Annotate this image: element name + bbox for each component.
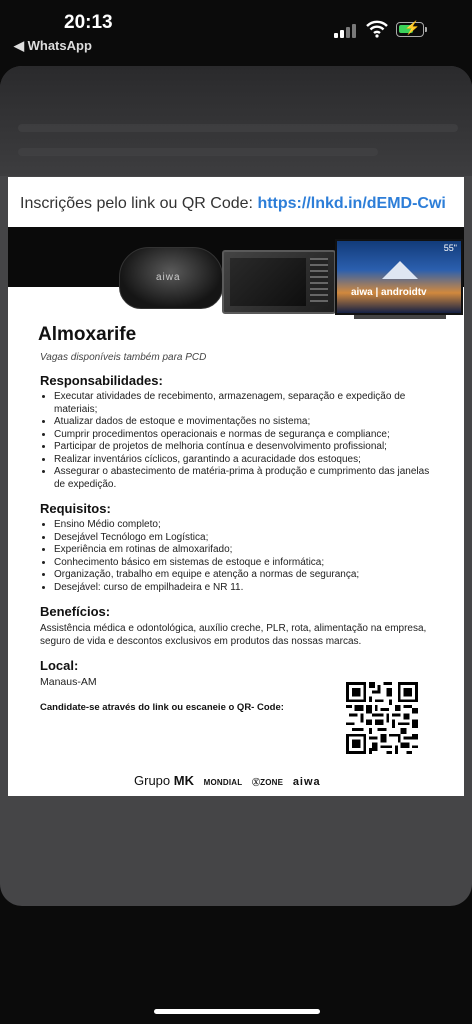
- brand-xzone: ⓍZONE: [251, 778, 284, 787]
- job-flyer-image[interactable]: [8, 177, 464, 796]
- battery-tip: [425, 27, 427, 32]
- responsibilities-list: [38, 391, 440, 491]
- local-heading: Local:: [40, 658, 79, 673]
- list-item: • Organização, trabalho em equipe e atenção a normas de segurança;: [54, 569, 440, 582]
- microwave-image: [222, 250, 336, 314]
- list-item: • Ensino Médio completo;: [54, 519, 440, 532]
- clock: 20:13: [64, 12, 113, 33]
- flyer-content: [38, 324, 440, 713]
- tv-brand-label: aiwa | androidtv: [351, 287, 427, 298]
- responsibilities-heading: Responsabilidades:: [40, 373, 163, 388]
- tv-size-label: 55": [443, 243, 457, 253]
- brand-mondial: MONDIAL: [203, 778, 243, 787]
- list-item: • Conhecimento básico em sistemas de estoque e informática;: [54, 557, 440, 570]
- call-to-action: Candidate-se através do link ou escaneie o QR- Code:: [40, 702, 284, 713]
- speaker-image: [119, 247, 223, 309]
- benefits-heading: Benefícios:: [40, 604, 111, 619]
- application-link[interactable]: https://lnkd.in/dEMD-Cwi: [257, 195, 446, 212]
- group-name: MK: [173, 773, 194, 788]
- media-viewer-top: [0, 66, 472, 176]
- blurred-line: [18, 124, 458, 132]
- battery-charging-icon: ⚡: [396, 22, 424, 37]
- cellular-signal-icon: [334, 22, 360, 38]
- job-subtitle: Vagas disponíveis também para PCD: [40, 352, 207, 363]
- wifi-icon: [366, 20, 388, 38]
- status-bar: [0, 0, 472, 56]
- job-title: Almoxarife: [38, 324, 137, 345]
- qr-code-icon[interactable]: [346, 682, 418, 754]
- requirements-heading: Requisitos:: [40, 501, 111, 516]
- blurred-line: [18, 148, 378, 156]
- back-to-whatsapp-button[interactable]: ◀ WhatsApp: [14, 38, 92, 53]
- requirements-list: [38, 519, 440, 594]
- list-item: • Experiência em rotinas de almoxarifado;: [54, 544, 440, 557]
- benefits-text: Assistência médica e odontológica, auxílio creche, PLR, rota, alimentação na empresa, seguro de vida e descontos exclusivos em produtos das nossas marcas.: [40, 623, 427, 647]
- speaker-brand: aiwa: [156, 272, 181, 283]
- list-item: • Atualizar dados de estoque e movimentações no sistema;: [54, 416, 440, 429]
- list-item: • Cumprir procedimentos operacionais e normas de segurança e compliance;: [54, 429, 440, 442]
- list-item: • Executar atividades de recebimento, armazenagem, separação e expedição de materiais;: [54, 391, 440, 416]
- list-item: • Assegurar o abastecimento de matéria-prima à produção e cumprimento das janelas de expedição.: [54, 466, 440, 491]
- group-prefix: Grupo: [134, 773, 174, 788]
- list-item: • Desejável: curso de empilhadeira e NR 11.: [54, 582, 440, 595]
- tv-stand: [354, 315, 446, 319]
- tv-image: [335, 239, 463, 315]
- local-value: Manaus-AM: [40, 676, 97, 688]
- brands-footer: [134, 773, 321, 788]
- header-text: Inscrições pelo link ou QR Code:: [20, 195, 258, 212]
- brand-aiwa: aiwa: [292, 776, 321, 788]
- list-item: • Participar de projetos de melhoria contínua e desenvolvimento profissional;: [54, 441, 440, 454]
- flyer-header: [8, 177, 464, 227]
- home-indicator[interactable]: [154, 1009, 320, 1014]
- list-item: • Realizar inventários cíclicos, garantindo a acuracidade dos estoques;: [54, 454, 440, 467]
- list-item: • Desejável Tecnólogo em Logística;: [54, 532, 440, 545]
